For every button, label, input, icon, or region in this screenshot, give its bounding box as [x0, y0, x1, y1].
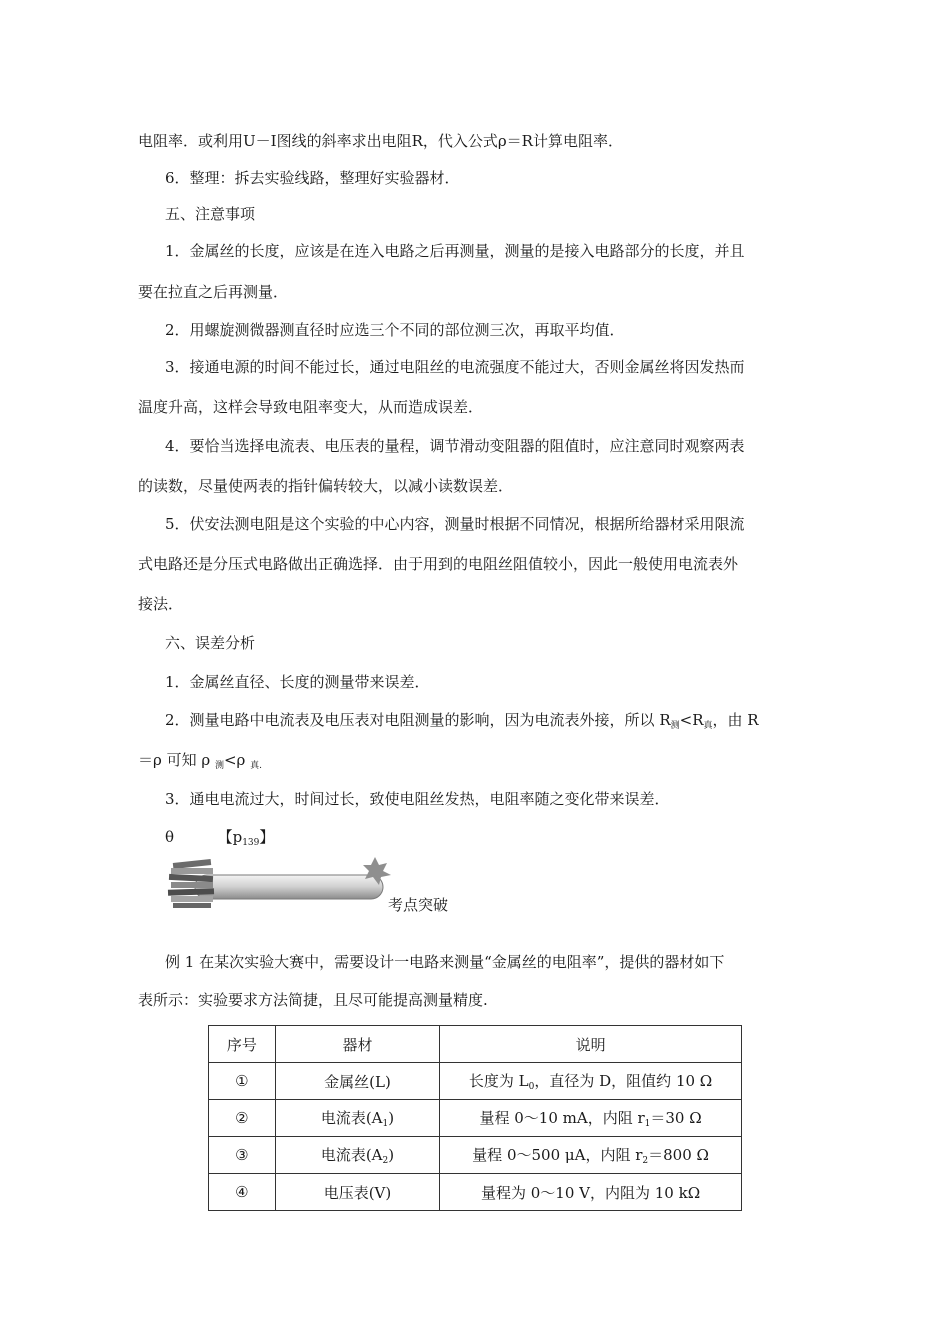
subscript: 1: [382, 1119, 389, 1129]
paragraph-line: [165, 710, 759, 736]
cell-item: [275, 1174, 439, 1211]
paragraph-line: 1．金属丝直径、长度的测量带来误差．: [165, 673, 430, 691]
paragraph-line: 4．要恰当选择电流表、电压表的量程，调节滑动变阻器的阻值时，应注意同时观察两表: [165, 437, 745, 455]
page-reference: [165, 827, 274, 853]
paragraph-line: 接法．: [138, 595, 184, 613]
theta-mark: θ: [165, 828, 175, 846]
paragraph-line: 5．伏安法测电阻是这个实验的中心内容，测量时根据不同情况，根据所给器材采用限流: [165, 515, 745, 533]
subscript: 真: [703, 721, 713, 731]
desc-text: 量程 0～10 mA，内阻 r: [479, 1109, 645, 1127]
text-run: ，由 R: [712, 711, 759, 729]
item-text: 电压表(V): [323, 1183, 392, 1202]
example-line: 表所示：实验要求方法简捷，且尽可能提高测量精度.: [138, 991, 488, 1009]
subscript: 1: [644, 1119, 651, 1129]
header-cell: 器材: [275, 1026, 439, 1063]
paragraph-line: 6．整理：拆去实验线路，整理好实验器材．: [165, 169, 460, 187]
books-icon: [165, 855, 395, 915]
paragraph-line: 温度升高，这样会导致电阻率变大，从而造成误差．: [138, 398, 484, 416]
item-text: 金属丝(L): [324, 1072, 391, 1091]
desc-text: ＝30 Ω: [650, 1109, 702, 1127]
subscript: 测: [214, 761, 224, 771]
cell-desc: [440, 1137, 742, 1174]
desc-text: ＝800 Ω: [648, 1146, 709, 1164]
table-row: [209, 1137, 742, 1174]
paragraph-line: 3．通电电流过大，时间过长，致使电阻丝发热，电阻率随之变化带来误差．: [165, 790, 670, 808]
text-run: ＝ρ 可知 ρ: [138, 751, 215, 769]
section-heading: 五、注意事项: [165, 205, 256, 223]
paragraph-line: 2．用螺旋测微器测直径时应选三个不同的部位测三次，再取平均值．: [165, 321, 625, 339]
page-number: 139: [242, 838, 260, 848]
cell-item: [275, 1137, 439, 1174]
cell-desc: [440, 1063, 742, 1100]
cell-item: [275, 1063, 439, 1100]
paragraph-line: [138, 750, 262, 776]
cell-desc: [440, 1174, 742, 1211]
item-text: ): [388, 1109, 395, 1127]
table-row: [209, 1100, 742, 1137]
header-cell: 序号: [209, 1026, 276, 1063]
materials-table: [208, 1025, 742, 1211]
paragraph-line: 1．金属丝的长度，应该是在连入电路之后再测量，测量的是接入电路部分的长度，并且: [165, 242, 745, 260]
table-row: [209, 1174, 742, 1211]
banner-label: 考点突破: [388, 896, 449, 914]
subscript: 2: [382, 1156, 389, 1166]
paragraph-line: 式电路还是分压式电路做出正确选择．由于用到的电阻丝阻值较小，因此一般使用电流表外: [138, 555, 739, 573]
paragraph-line: 要在拉直之后再测量．: [138, 283, 289, 301]
paragraph-line: 电阻率．或利用U－I图线的斜率求出电阻R，代入公式ρ＝R计算电阻率．: [138, 132, 623, 150]
subscript: 0: [528, 1082, 535, 1092]
cell-no: ①: [209, 1063, 276, 1100]
cell-no: ②: [209, 1100, 276, 1137]
text-run: <ρ: [223, 751, 251, 769]
table-row: [209, 1063, 742, 1100]
bracket-open: 【p: [217, 828, 243, 846]
desc-text: ，直径为 D，阻值约 10 Ω: [534, 1072, 713, 1090]
cell-item: [275, 1100, 439, 1137]
item-text: 电流表(A: [320, 1146, 383, 1164]
text-run: 2．测量电路中电流表及电压表对电阻测量的影响，因为电流表外接，所以 R: [165, 711, 671, 729]
cell-no: ③: [209, 1137, 276, 1174]
desc-text: 量程为 0～10 V，内阻为 10 kΩ: [481, 1183, 701, 1202]
paragraph-line: 3．接通电源的时间不能过长，通过电阻丝的电流强度不能过大，否则金属丝将因发热而: [165, 358, 745, 376]
cell-no: ④: [209, 1174, 276, 1211]
desc-text: 长度为 L: [468, 1072, 529, 1090]
paragraph-line: 的读数，尽量使两表的指针偏转较大，以减小读数误差．: [138, 477, 514, 495]
item-text: 电流表(A: [320, 1109, 383, 1127]
item-text: ): [388, 1146, 395, 1164]
header-cell: 说明: [440, 1026, 742, 1063]
cell-desc: [440, 1100, 742, 1137]
example-line: 例 1 在某次实验大赛中，需要设计一电路来测量“金属丝的电阻率”，提供的器材如下: [165, 953, 725, 971]
subscript: 真.: [250, 761, 262, 771]
section-banner: [165, 855, 465, 915]
section-heading: 六、误差分析: [165, 634, 256, 652]
subscript: 测: [670, 721, 680, 731]
desc-text: 量程 0～500 μA，内阻 r: [472, 1146, 643, 1164]
bracket-close: 】: [259, 828, 275, 846]
subscript: 2: [642, 1156, 649, 1166]
text-run: <R: [679, 711, 704, 729]
table-header-row: [209, 1026, 742, 1063]
